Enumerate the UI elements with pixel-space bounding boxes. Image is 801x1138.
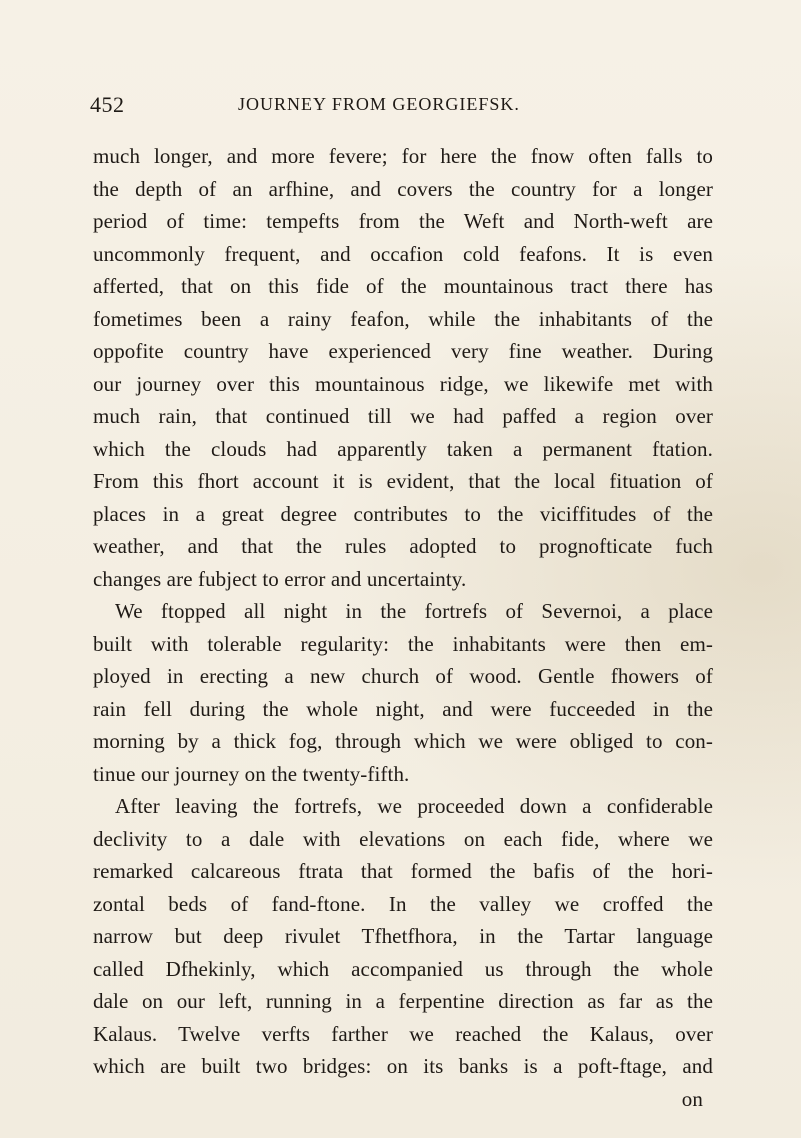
page-number: 452 [90, 92, 125, 117]
text-line: rain fell during the whole night, and were fucceeded in the [93, 696, 713, 721]
text-line: called Dfhekinly, which accompanied us through the whole [93, 956, 713, 981]
text-line: weather, and that the rules adopted to prognofticate fuch [93, 534, 713, 558]
text-line: which the clouds had apparently taken a permanent ftation. [93, 436, 713, 461]
text-line: We ftopped all night in the fortrefs of Severnoi, a place [115, 599, 713, 623]
text-line: the depth of an arfhine, and covers the country for a longer [93, 176, 713, 201]
text-line: fometimes been a rainy feafon, while the inhabitants of the [93, 306, 713, 331]
text-line: much longer, and more fevere; for here the fnow often falls to [93, 144, 713, 168]
text-line: remarked calcareous ftrata that formed the bafis of the hori- [93, 859, 713, 883]
text-line: period of time: tempefts from the Weft and North-weft are [93, 209, 713, 233]
text-line: zontal beds of fand-ftone. In the valley we croffed the [93, 891, 713, 916]
text-line: afferted, that on this fide of the mountainous tract there has [93, 274, 713, 298]
text-line: morning by a thick fog, through which we were obliged to con- [93, 729, 713, 753]
text-line: which are built two bridges: on its banks is a poft-ftage, and [93, 1054, 713, 1078]
text-line: places in a great degree contributes to the viciffitudes of the [93, 501, 713, 526]
text-line: From this fhort account it is evident, that the local fituation of [93, 469, 713, 493]
text-line: tinue our journey on the twenty-fifth. [93, 761, 410, 786]
catchword: on [681, 1086, 703, 1111]
text-line: dale on our left, running in a ferpentine direction as far as the [93, 989, 713, 1013]
text-line: built with tolerable regularity: the inhabitants were then em- [93, 631, 713, 656]
text-line: oppofite country have experienced very fine weather. During [93, 339, 713, 363]
text-line: our journey over this mountainous ridge, we likewife met with [93, 371, 713, 396]
text-line: uncommonly frequent, and occafion cold feafons. It is even [93, 241, 713, 266]
text-line: Kalaus. Twelve verfts farther we reached the Kalaus, over [93, 1021, 713, 1046]
text-line: much rain, that continued till we had paffed a region over [93, 404, 713, 428]
running-head: JOURNEY FROM GEORGIEFSK. [238, 94, 520, 114]
text-line: changes are fubject to error and uncertainty. [93, 566, 467, 591]
page-header [90, 92, 740, 124]
text-line: declivity to a dale with elevations on each fide, where we [93, 826, 713, 851]
text-line: ployed in erecting a new church of wood. Gentle fhowers of [93, 664, 713, 688]
body-text [93, 140, 713, 1115]
text-line: After leaving the fortrefs, we proceeded down a confiderable [115, 794, 713, 818]
text-line: narrow but deep rivulet Tfhetfhora, in the Tartar language [93, 924, 713, 948]
